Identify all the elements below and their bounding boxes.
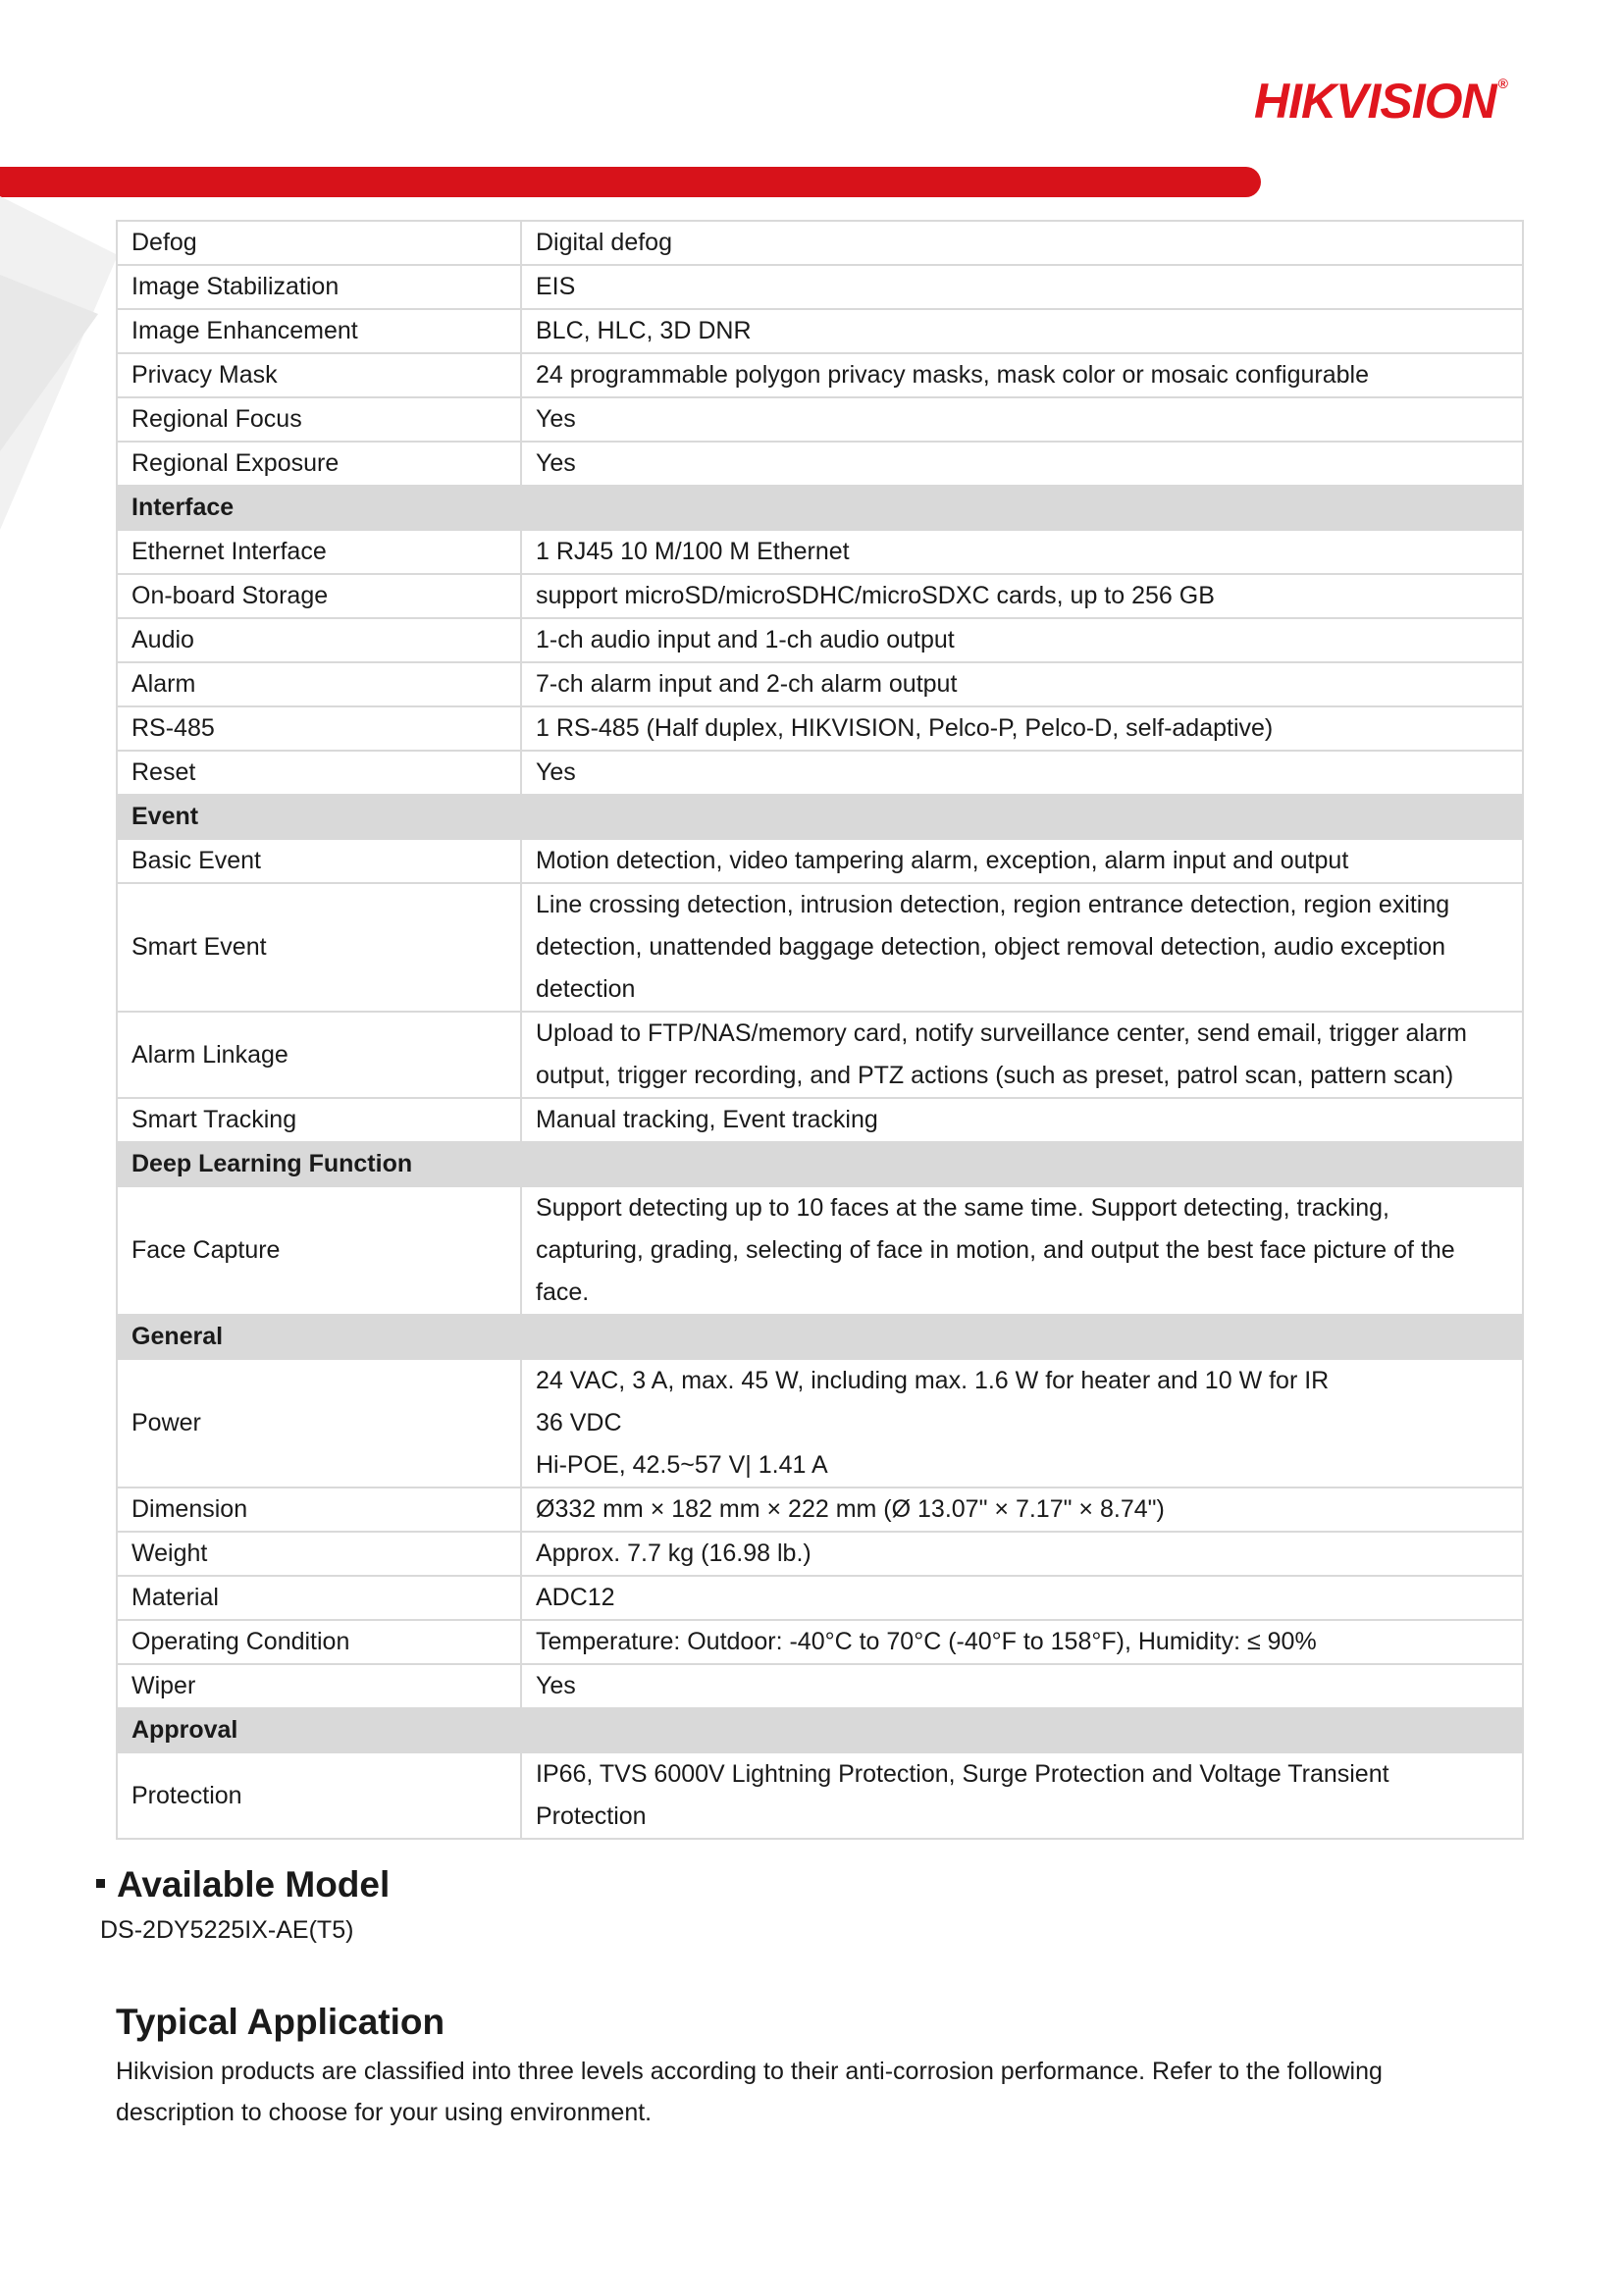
spec-row [117, 353, 1523, 397]
spec-row [117, 751, 1523, 795]
brand-logo: HIKVISION ® [1254, 74, 1507, 129]
model-number: DS-2DY5225IX-AE(T5) [100, 1916, 354, 1944]
spec-label: Wiper [117, 1664, 521, 1708]
spec-label: Dimension [117, 1487, 521, 1532]
spec-label: On-board Storage [117, 574, 521, 618]
spec-value-line: ADC12 [536, 1584, 615, 1611]
spec-value [521, 1576, 1523, 1620]
section-header: General [117, 1315, 1523, 1359]
header-red-bar [0, 167, 1261, 197]
spec-row [117, 1752, 1523, 1839]
spec-label: Image Stabilization [117, 265, 521, 309]
spec-value [521, 1098, 1523, 1142]
spec-value [521, 309, 1523, 353]
spec-value-line: Yes [536, 1672, 576, 1699]
spec-value [521, 1532, 1523, 1576]
spec-label: Reset [117, 751, 521, 795]
section-header: Interface [117, 486, 1523, 530]
spec-value-line: 24 VAC, 3 A, max. 45 W, including max. 1.6 W for heater and 10 W for IR [536, 1367, 1330, 1394]
section-header-row [117, 1315, 1523, 1359]
spec-value [521, 530, 1523, 574]
spec-row [117, 1098, 1523, 1142]
spec-label: Defog [117, 221, 521, 265]
spec-value-line: BLC, HLC, 3D DNR [536, 317, 752, 344]
spec-label: Face Capture [117, 1186, 521, 1315]
spec-value [521, 221, 1523, 265]
spec-value [521, 1012, 1523, 1098]
spec-value-line: EIS [536, 273, 576, 300]
spec-value-line: detection [536, 975, 636, 1003]
section-header: Approval [117, 1708, 1523, 1752]
spec-row [117, 1532, 1523, 1576]
spec-value [521, 751, 1523, 795]
watermark-graphic [0, 196, 118, 530]
spec-value [521, 706, 1523, 751]
spec-row [117, 1359, 1523, 1487]
spec-label: Audio [117, 618, 521, 662]
typical-application-description [116, 2051, 1490, 2133]
spec-value-line: Yes [536, 405, 576, 433]
spec-label: Regional Exposure [117, 442, 521, 486]
spec-value-line: 1 RS-485 (Half duplex, HIKVISION, Pelco-P, Pelco-D, self-adaptive) [536, 714, 1274, 742]
spec-value-line: Approx. 7.7 kg (16.98 lb.) [536, 1539, 812, 1567]
description-line: description to choose for your using environment. [116, 2099, 653, 2126]
spec-label: Operating Condition [117, 1620, 521, 1664]
spec-value-line: Manual tracking, Event tracking [536, 1106, 878, 1133]
spec-row [117, 397, 1523, 442]
spec-value [521, 618, 1523, 662]
spec-value-line: Upload to FTP/NAS/memory card, notify surveillance center, send email, trigger alarm [536, 1019, 1467, 1047]
spec-value-line: 1-ch audio input and 1-ch audio output [536, 626, 955, 653]
spec-value [521, 397, 1523, 442]
spec-value-line: Support detecting up to 10 faces at the same time. Support detecting, tracking, [536, 1194, 1389, 1222]
spec-value-line: 1 RJ45 10 M/100 M Ethernet [536, 538, 850, 565]
section-header: Event [117, 795, 1523, 839]
spec-value [521, 1186, 1523, 1315]
spec-value-line: support microSD/microSDHC/microSDXC cards, up to 256 GB [536, 582, 1215, 609]
spec-value-line: face. [536, 1278, 590, 1306]
available-model-heading: Available Model [96, 1864, 390, 1905]
spec-value [521, 1620, 1523, 1664]
spec-label: Privacy Mask [117, 353, 521, 397]
spec-value-line: IP66, TVS 6000V Lightning Protection, Surge Protection and Voltage Transient [536, 1760, 1389, 1788]
spec-row [117, 530, 1523, 574]
spec-label: Protection [117, 1752, 521, 1839]
spec-row [117, 221, 1523, 265]
spec-label: Weight [117, 1532, 521, 1576]
spec-label: Image Enhancement [117, 309, 521, 353]
spec-label: Smart Tracking [117, 1098, 521, 1142]
spec-row [117, 1620, 1523, 1664]
spec-row [117, 1012, 1523, 1098]
spec-label: Material [117, 1576, 521, 1620]
spec-value-line: detection, unattended baggage detection, object removal detection, audio exception [536, 933, 1446, 961]
spec-value-line: Motion detection, video tampering alarm, exception, alarm input and output [536, 847, 1349, 874]
spec-row [117, 574, 1523, 618]
spec-value-line: Temperature: Outdoor: -40°C to 70°C (-40°F to 158°F), Humidity: ≤ 90% [536, 1628, 1317, 1655]
spec-value-line: capturing, grading, selecting of face in motion, and output the best face picture of the [536, 1236, 1455, 1264]
spec-row [117, 1576, 1523, 1620]
spec-value-line: Ø332 mm × 182 mm × 222 mm (Ø 13.07" × 7.17" × 8.74") [536, 1495, 1165, 1523]
spec-label: Alarm [117, 662, 521, 706]
spec-value [521, 574, 1523, 618]
spec-value-line: 24 programmable polygon privacy masks, mask color or mosaic configurable [536, 361, 1369, 389]
spec-label: Ethernet Interface [117, 530, 521, 574]
spec-value [521, 353, 1523, 397]
spec-value [521, 1359, 1523, 1487]
spec-row [117, 442, 1523, 486]
spec-label: Alarm Linkage [117, 1012, 521, 1098]
typical-application-heading: Typical Application [116, 2002, 445, 2042]
section-header-row [117, 795, 1523, 839]
spec-label: Regional Focus [117, 397, 521, 442]
spec-label: Smart Event [117, 883, 521, 1012]
spec-value-line: Line crossing detection, intrusion detection, region entrance detection, region exiting [536, 891, 1450, 918]
spec-row [117, 1487, 1523, 1532]
spec-row [117, 706, 1523, 751]
spec-row [117, 1664, 1523, 1708]
section-header-row [117, 1708, 1523, 1752]
spec-row [117, 265, 1523, 309]
description-line: Hikvision products are classified into three levels according to their anti-corrosion performance. Refer to the following [116, 2058, 1383, 2085]
spec-row [117, 1186, 1523, 1315]
spec-row [117, 309, 1523, 353]
spec-value-line: Yes [536, 449, 576, 477]
spec-value [521, 1664, 1523, 1708]
spec-label: Power [117, 1359, 521, 1487]
spec-row [117, 662, 1523, 706]
spec-label: Basic Event [117, 839, 521, 883]
spec-value [521, 662, 1523, 706]
spec-value [521, 1752, 1523, 1839]
section-header: Deep Learning Function [117, 1142, 1523, 1186]
spec-value-line: output, trigger recording, and PTZ actions (such as preset, patrol scan, pattern scan) [536, 1062, 1454, 1089]
spec-value [521, 442, 1523, 486]
spec-value-line: Protection [536, 1802, 647, 1830]
spec-row [117, 883, 1523, 1012]
spec-value [521, 265, 1523, 309]
spec-table [116, 220, 1524, 1840]
spec-value [521, 1487, 1523, 1532]
spec-value [521, 839, 1523, 883]
section-header-row [117, 1142, 1523, 1186]
spec-row [117, 839, 1523, 883]
spec-value-line: Hi-POE, 42.5~57 V| 1.41 A [536, 1451, 828, 1479]
spec-value-line: 7-ch alarm input and 2-ch alarm output [536, 670, 958, 698]
spec-value-line: Digital defog [536, 229, 672, 256]
spec-value-line: Yes [536, 758, 576, 786]
spec-label: RS-485 [117, 706, 521, 751]
spec-row [117, 618, 1523, 662]
section-header-row [117, 486, 1523, 530]
spec-value [521, 883, 1523, 1012]
bullet-icon [96, 1879, 105, 1888]
spec-value-line: 36 VDC [536, 1409, 622, 1436]
